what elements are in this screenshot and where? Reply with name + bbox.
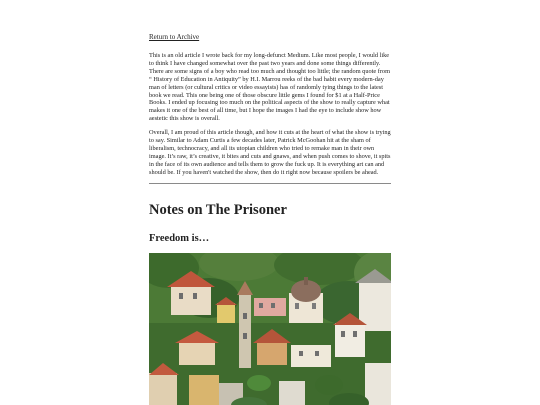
intro-paragraph-2: Overall, I am proud of this article though, and how it cuts at the heart of what the show is trying to say. Similar to Adam Curtis a few decades later, Patrick McGoohan hit at the sham of liberalism, technocracy, and all its utopian children who tried to remake man in their own image. It’s raw, it’s creative, it bites and cuts and gnaws, and when push comes to shove, it spits in the face of its own audience and tells them to grow the fuck up. It is everything art can and should be. If you haven't watched the show, then do it right now because spoilers be ahead.	[149, 129, 391, 176]
intro-paragraph-1: This is an old article I wrote back for my long-defunct Medium. Like most people, I would like to think I have changed somewhat over the past two years and done some things differently. There are some signs of a boy who read too much and thought too little; the random quote from “ History of Education in Antiquity” by H.I. Marrou reeks of the bad habit every modern-day man of letters (or cultural critics or video essayists) has of randomly tying things to the latest book we read. This one being one of those obscure little gems I found for $1 at a Half-Price Books. I ended up focusing too much on the political aspects of the show to really capture what makes it one of the best of all time, but I hope the images I had the eye to include show how aestetic this show is overall.	[149, 52, 390, 123]
article-column	[149, 26, 391, 405]
section-divider	[149, 183, 391, 184]
return-to-archive-link[interactable]: Return to Archive	[149, 33, 200, 41]
section-heading: Freedom is…	[149, 232, 210, 244]
village-photo	[149, 253, 391, 405]
article-title: Notes on The Prisoner	[149, 201, 287, 218]
